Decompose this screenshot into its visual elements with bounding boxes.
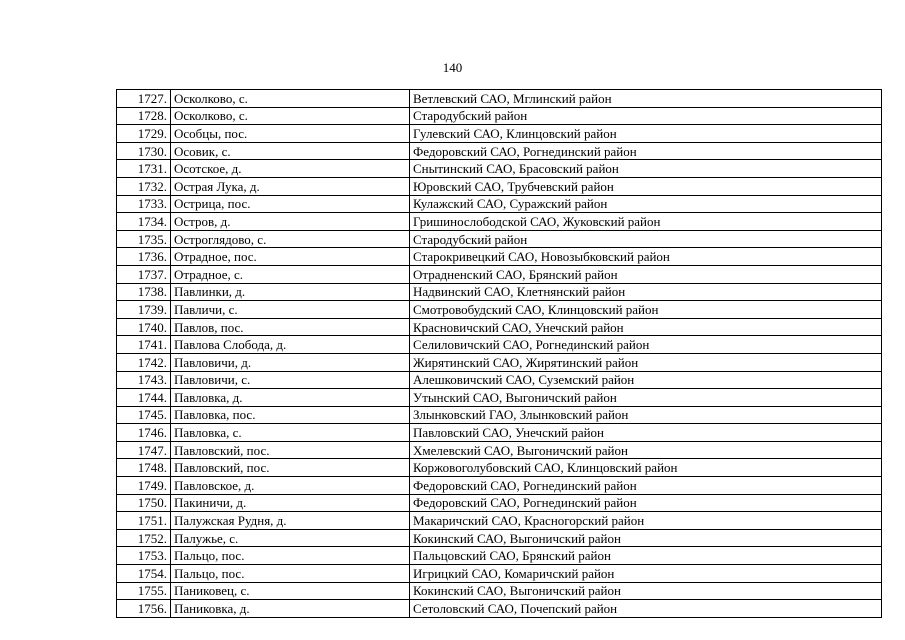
- table-row: [117, 195, 882, 213]
- settlement-name-cell: Палужье, с.: [171, 529, 410, 547]
- district-cell: Злынковский ГАО, Злынковский район: [410, 406, 882, 424]
- settlement-name-cell: Осотское, д.: [171, 160, 410, 178]
- settlement-name-cell: Павловский, пос.: [171, 459, 410, 477]
- row-number-cell: 1747.: [117, 441, 171, 459]
- district-cell: Пальцовский САО, Брянский район: [410, 547, 882, 565]
- table-row: [117, 371, 882, 389]
- settlements-table: [116, 89, 882, 618]
- page-number: 140: [442, 60, 463, 75]
- settlement-name-cell: Палужская Рудня, д.: [171, 512, 410, 530]
- settlement-name-cell: Пальцо, пос.: [171, 547, 410, 565]
- settlement-name-cell: Павловский, пос.: [171, 441, 410, 459]
- district-cell: Игрицкий САО, Комаричский район: [410, 565, 882, 583]
- district-cell: Сетоловский САО, Почепский район: [410, 600, 882, 618]
- row-number-cell: 1752.: [117, 529, 171, 547]
- district-cell: Федоровский САО, Рогнединский район: [410, 142, 882, 160]
- table-row: [117, 441, 882, 459]
- row-number-cell: 1740.: [117, 318, 171, 336]
- row-number-cell: 1745.: [117, 406, 171, 424]
- row-number-cell: 1728.: [117, 107, 171, 125]
- table-row: [117, 406, 882, 424]
- district-cell: Жирятинский САО, Жирятинский район: [410, 353, 882, 371]
- table-row: [117, 494, 882, 512]
- settlement-name-cell: Павлов, пос.: [171, 318, 410, 336]
- table-row: [117, 230, 882, 248]
- settlement-name-cell: Пальцо, пос.: [171, 565, 410, 583]
- row-number-cell: 1756.: [117, 600, 171, 618]
- table-row: [117, 582, 882, 600]
- settlement-name-cell: Павловское, д.: [171, 477, 410, 495]
- row-number-cell: 1736.: [117, 248, 171, 266]
- row-number-cell: 1751.: [117, 512, 171, 530]
- settlement-name-cell: Павловка, пос.: [171, 406, 410, 424]
- row-number-cell: 1743.: [117, 371, 171, 389]
- row-number-cell: 1753.: [117, 547, 171, 565]
- row-number-cell: 1755.: [117, 582, 171, 600]
- row-number-cell: 1748.: [117, 459, 171, 477]
- row-number-cell: 1749.: [117, 477, 171, 495]
- settlement-name-cell: Павловка, д.: [171, 389, 410, 407]
- settlement-name-cell: Павлинки, д.: [171, 283, 410, 301]
- row-number-cell: 1734.: [117, 213, 171, 231]
- district-cell: Утынский САО, Выгоничский район: [410, 389, 882, 407]
- district-cell: Надвинский САО, Клетнянский район: [410, 283, 882, 301]
- table-row: [117, 512, 882, 530]
- district-cell: Снытинский САО, Брасовский район: [410, 160, 882, 178]
- district-cell: Гришинослободской САО, Жуковский район: [410, 213, 882, 231]
- settlement-name-cell: Острая Лука, д.: [171, 177, 410, 195]
- district-cell: Федоровский САО, Рогнединский район: [410, 477, 882, 495]
- row-number-cell: 1730.: [117, 142, 171, 160]
- district-cell: Алешковичский САО, Суземский район: [410, 371, 882, 389]
- district-cell: Смотровобудский САО, Клинцовский район: [410, 301, 882, 319]
- table-row: [117, 459, 882, 477]
- settlement-name-cell: Особцы, пос.: [171, 125, 410, 143]
- row-number-cell: 1750.: [117, 494, 171, 512]
- settlement-name-cell: Павловка, с.: [171, 424, 410, 442]
- settlement-name-cell: Пакиничи, д.: [171, 494, 410, 512]
- settlement-name-cell: Отрадное, с.: [171, 265, 410, 283]
- district-cell: Красновичский САО, Унечский район: [410, 318, 882, 336]
- district-cell: Стародубский район: [410, 107, 882, 125]
- district-cell: Юровский САО, Трубчевский район: [410, 177, 882, 195]
- row-number-cell: 1735.: [117, 230, 171, 248]
- table-row: [117, 389, 882, 407]
- district-cell: Ветлевский САО, Мглинский район: [410, 90, 882, 108]
- row-number-cell: 1744.: [117, 389, 171, 407]
- district-cell: Кокинский САО, Выгоничский район: [410, 529, 882, 547]
- settlement-name-cell: Остроглядово, с.: [171, 230, 410, 248]
- table-row: [117, 107, 882, 125]
- row-number-cell: 1741.: [117, 336, 171, 354]
- district-cell: Гулевский САО, Клинцовский район: [410, 125, 882, 143]
- district-cell: Хмелевский САО, Выгоничский район: [410, 441, 882, 459]
- table-row: [117, 353, 882, 371]
- row-number-cell: 1729.: [117, 125, 171, 143]
- settlement-name-cell: Паниковец, с.: [171, 582, 410, 600]
- district-cell: Стародубский район: [410, 230, 882, 248]
- table-row: [117, 142, 882, 160]
- settlement-name-cell: Осколково, с.: [171, 90, 410, 108]
- district-cell: Кокинский САО, Выгоничский район: [410, 582, 882, 600]
- table-row: [117, 565, 882, 583]
- district-cell: Федоровский САО, Рогнединский район: [410, 494, 882, 512]
- table-body: [117, 90, 882, 618]
- table-row: [117, 160, 882, 178]
- table-row: [117, 547, 882, 565]
- table-row: [117, 477, 882, 495]
- table-row: [117, 301, 882, 319]
- table-row: [117, 265, 882, 283]
- district-cell: Старокривецкий САО, Новозыбковский район: [410, 248, 882, 266]
- table-row: [117, 213, 882, 231]
- row-number-cell: 1739.: [117, 301, 171, 319]
- settlement-name-cell: Павлова Слобода, д.: [171, 336, 410, 354]
- row-number-cell: 1737.: [117, 265, 171, 283]
- district-cell: Павловский САО, Унечский район: [410, 424, 882, 442]
- settlement-name-cell: Павловичи, с.: [171, 371, 410, 389]
- table-row: [117, 125, 882, 143]
- row-number-cell: 1754.: [117, 565, 171, 583]
- row-number-cell: 1731.: [117, 160, 171, 178]
- settlement-name-cell: Отрадное, пос.: [171, 248, 410, 266]
- district-cell: Селиловичский САО, Рогнединский район: [410, 336, 882, 354]
- settlement-name-cell: Паниковка, д.: [171, 600, 410, 618]
- table-row: [117, 177, 882, 195]
- table-row: [117, 424, 882, 442]
- settlement-name-cell: Острица, пос.: [171, 195, 410, 213]
- table-row: [117, 318, 882, 336]
- table-row: [117, 529, 882, 547]
- table-row: [117, 283, 882, 301]
- row-number-cell: 1732.: [117, 177, 171, 195]
- district-cell: Коржовоголубовский САО, Клинцовский район: [410, 459, 882, 477]
- row-number-cell: 1733.: [117, 195, 171, 213]
- settlement-name-cell: Павловичи, д.: [171, 353, 410, 371]
- row-number-cell: 1738.: [117, 283, 171, 301]
- row-number-cell: 1727.: [117, 90, 171, 108]
- table-row: [117, 336, 882, 354]
- table-row: [117, 248, 882, 266]
- table-row: [117, 600, 882, 618]
- district-cell: Макаричский САО, Красногорский район: [410, 512, 882, 530]
- row-number-cell: 1742.: [117, 353, 171, 371]
- settlement-name-cell: Осколково, с.: [171, 107, 410, 125]
- settlement-name-cell: Остров, д.: [171, 213, 410, 231]
- district-cell: Отрадненский САО, Брянский район: [410, 265, 882, 283]
- settlement-name-cell: Осовик, с.: [171, 142, 410, 160]
- settlement-name-cell: Павличи, с.: [171, 301, 410, 319]
- table-row: [117, 90, 882, 108]
- district-cell: Кулажский САО, Суражский район: [410, 195, 882, 213]
- row-number-cell: 1746.: [117, 424, 171, 442]
